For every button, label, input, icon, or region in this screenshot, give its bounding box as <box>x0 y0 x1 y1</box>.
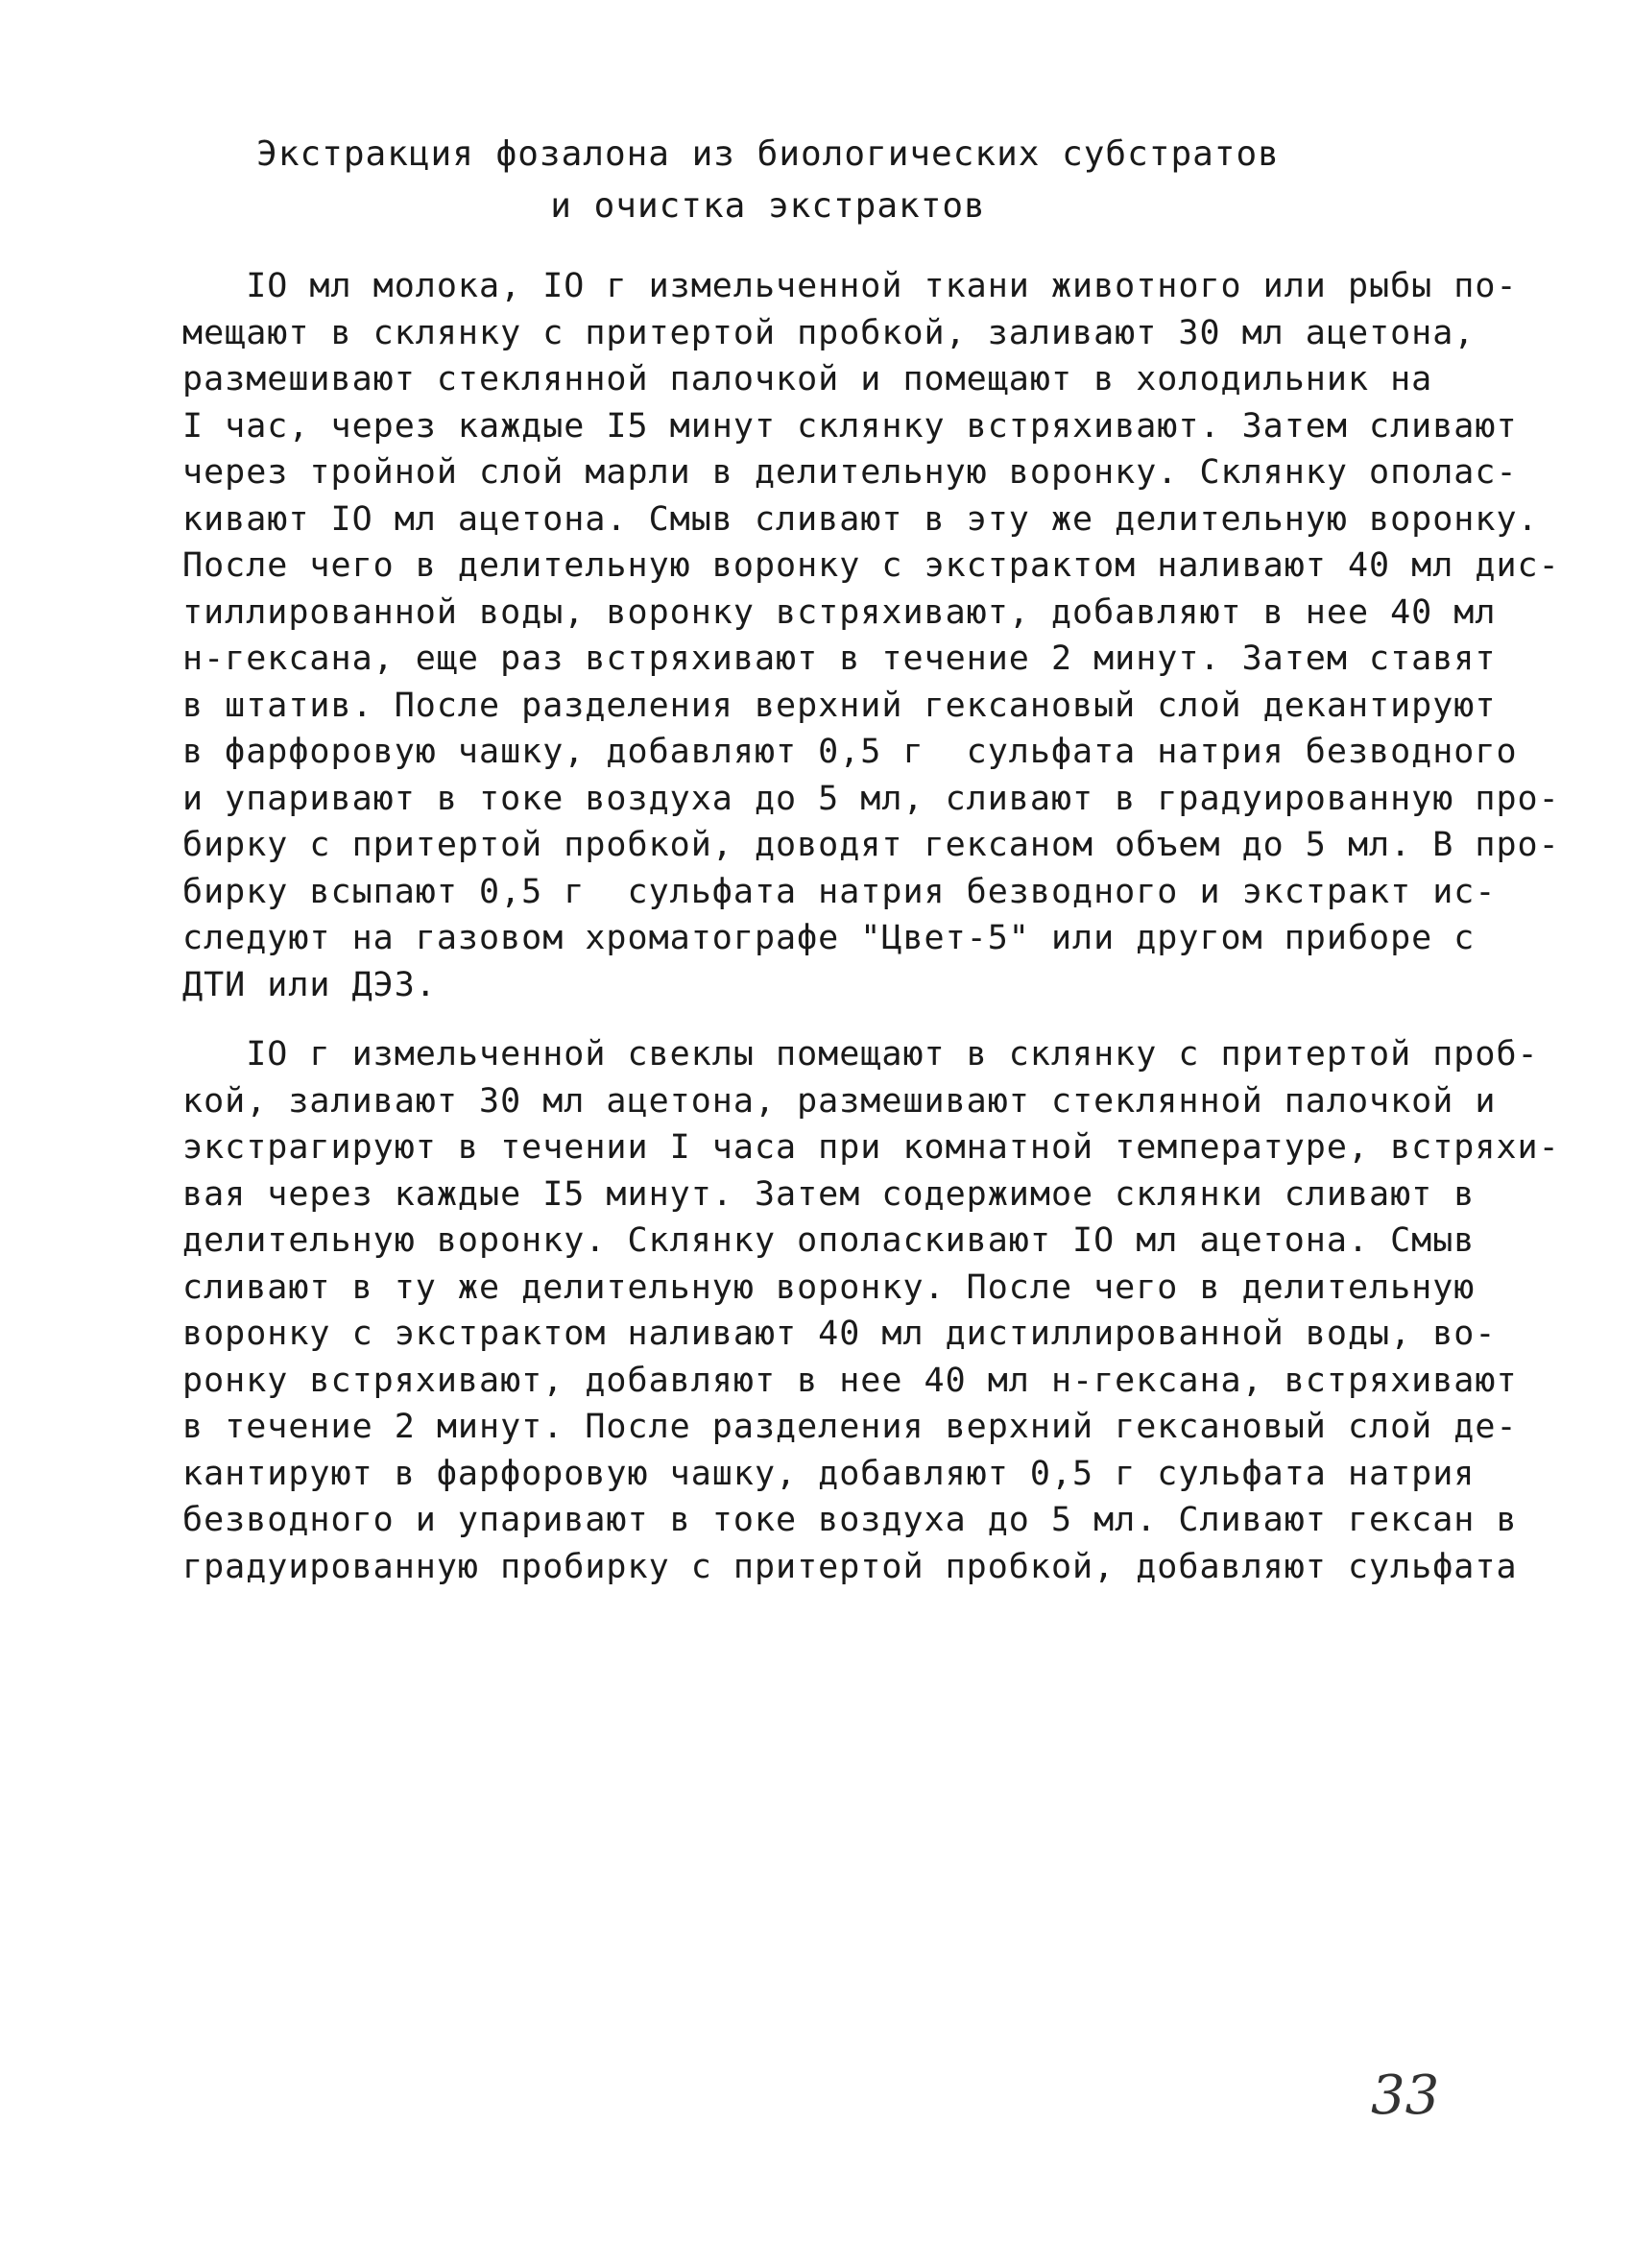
body-line: н-гексана, еще раз встряхивают в течение 2 минут. Затем ставят <box>182 639 1497 678</box>
body-line: бирку с притертой пробкой, доводят гексаном объем до 5 мл. В про- <box>182 826 1560 864</box>
body-line: После чего в делительную воронку с экстрактом наливают 40 мл дис- <box>182 546 1560 585</box>
body-line: в штатив. После разделения верхний гексановый слой декантируют <box>182 687 1497 725</box>
body-line: мещают в склянку с притертой пробкой, заливают 30 мл ацетона, <box>182 314 1476 352</box>
document-title-line-1: Экстракция фозалона из биологических субстратов <box>256 134 1280 174</box>
body-line: IO мл молока, IO г измельченной ткани животного или рыбы по- <box>182 267 1518 305</box>
body-line: сливают в ту же делительную воронку. После чего в делительную <box>182 1268 1476 1307</box>
body-line: вая через каждые I5 минут. Затем содержимое склянки сливают в <box>182 1175 1476 1214</box>
body-line: безводного и упаривают в токе воздуха до 5 мл. Сливают гексан в <box>182 1501 1518 1539</box>
body-line: ДТИ или ДЭЗ. <box>182 966 437 1004</box>
body-line: в течение 2 минут. После разделения верхний гексановый слой де- <box>182 1408 1518 1446</box>
body-line: IO г измельченной свеклы помещают в склянку с притертой проб- <box>182 1035 1539 1074</box>
body-line: кантируют в фарфоровую чашку, добавляют 0,5 г сульфата натрия <box>182 1455 1476 1493</box>
document-title-line-2: и очистка экстрактов <box>550 186 986 226</box>
body-line: градуированную пробирку с притертой пробкой, добавляют сульфата <box>182 1548 1518 1586</box>
body-line: тиллированной воды, воронку встряхивают, добавляют в нее 40 мл <box>182 593 1497 632</box>
body-line: воронку с экстрактом наливают 40 мл дистиллированной воды, во- <box>182 1315 1497 1353</box>
body-line: I час, через каждые I5 минут склянку встряхивают. Затем сливают <box>182 407 1518 446</box>
body-line: экстрагируют в течении I часа при комнатной температуре, встряхи- <box>182 1128 1560 1167</box>
body-line: через тройной слой марли в делительную воронку. Склянку ополас- <box>182 453 1518 492</box>
body-line: ронку встряхивают, добавляют в нее 40 мл н-гексана, встряхивают <box>182 1362 1518 1400</box>
body-line: следуют на газовом хроматографе "Цвет-5" или другом приборе с <box>182 919 1476 957</box>
body-line: бирку всыпают 0,5 г сульфата натрия безводного и экстракт ис- <box>182 873 1497 911</box>
body-line: размешивают стеклянной палочкой и помещают в холодильник на <box>182 360 1433 398</box>
page-number: 33 <box>1371 2064 1440 2127</box>
body-line: и упаривают в токе воздуха до 5 мл, сливают в градуированную про- <box>182 780 1560 818</box>
body-line: кивают IO мл ацетона. Смыв сливают в эту же делительную воронку. <box>182 500 1539 539</box>
body-line: кой, заливают 30 мл ацетона, размешивают стеклянной палочкой и <box>182 1082 1497 1121</box>
body-line: в фарфоровую чашку, добавляют 0,5 г сульфата натрия безводного <box>182 733 1518 771</box>
body-line: делительную воронку. Склянку ополаскивают IO мл ацетона. Смыв <box>182 1221 1476 1260</box>
